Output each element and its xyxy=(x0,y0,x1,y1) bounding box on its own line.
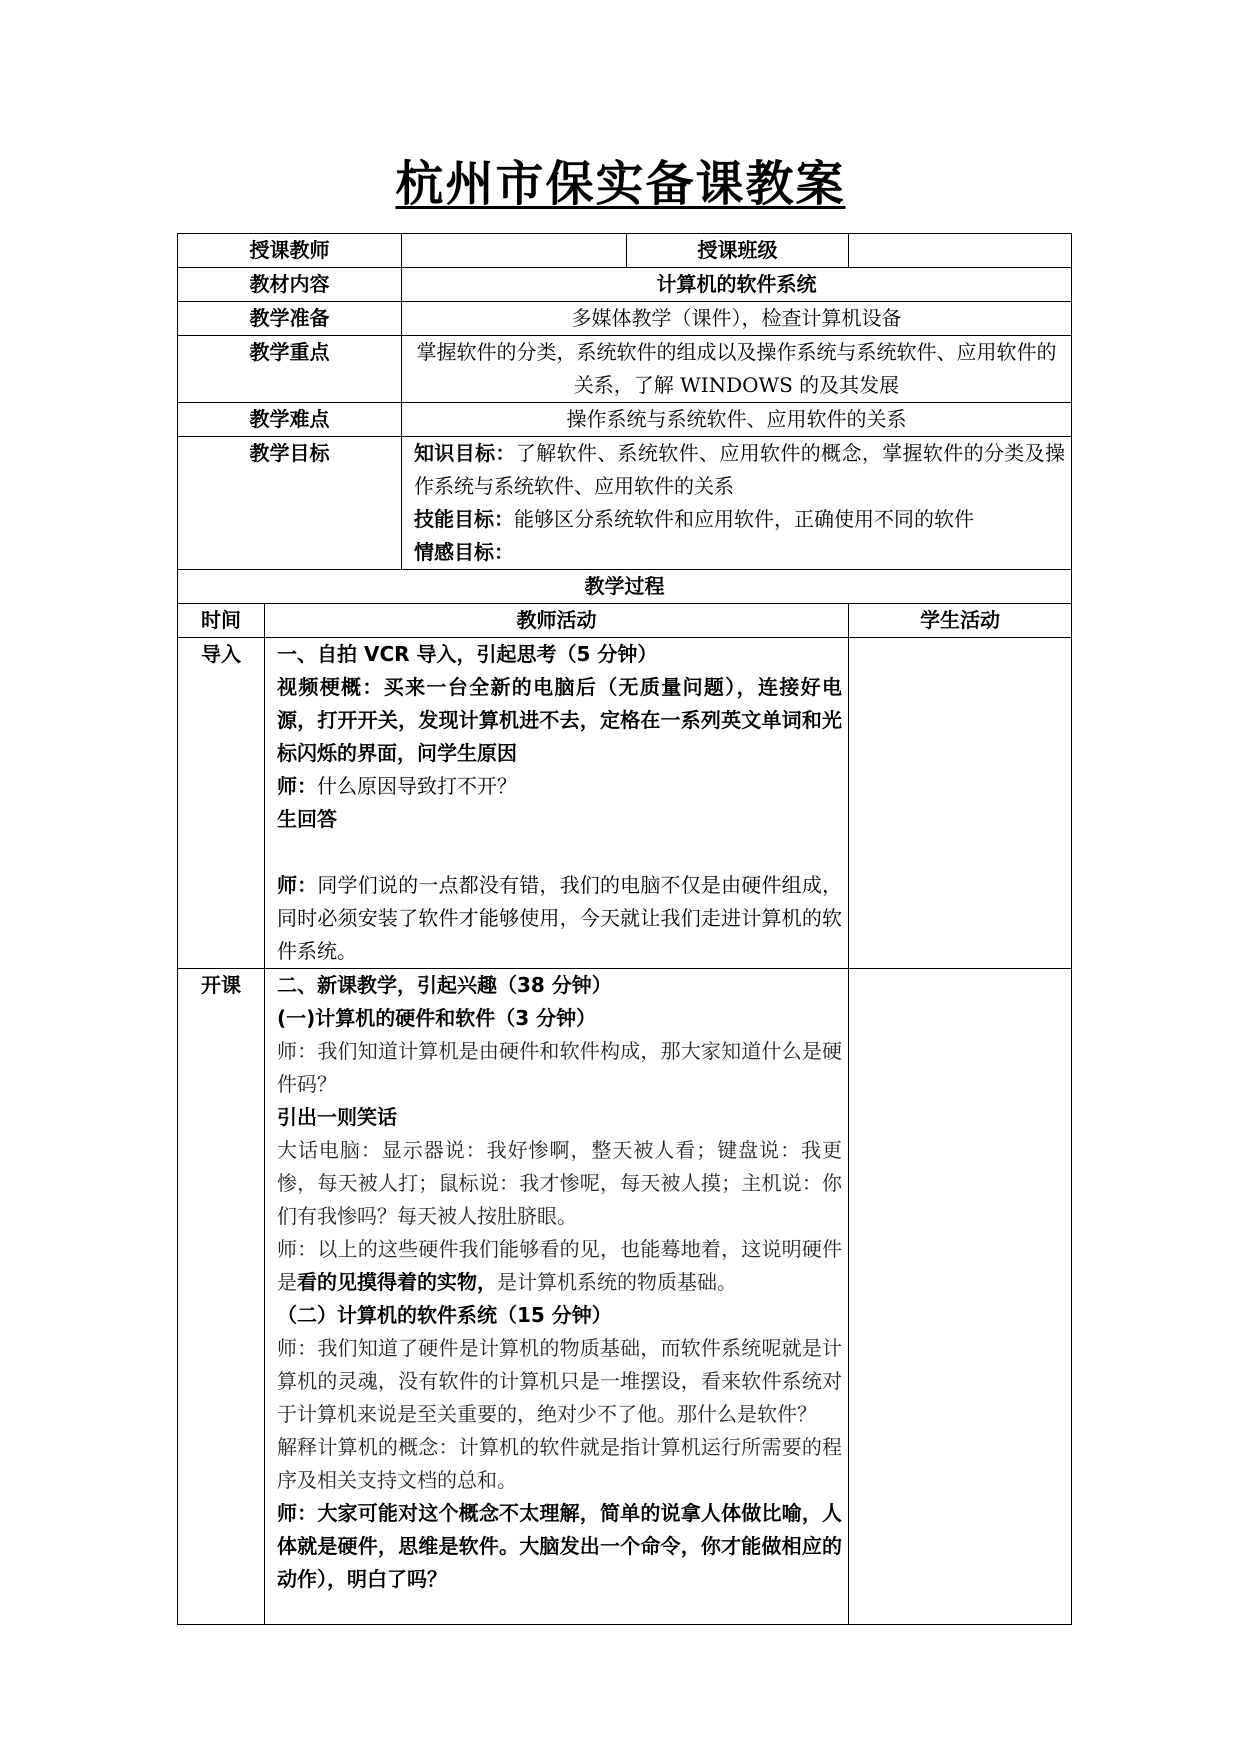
lesson-p3: 师：我们知道了硬件是计算机的物质基础，而软件系统呢就是计算机的灵魂，没有软件的计算机只是一堆摆设，看来软件系统对于计算机来说是至关重要的，绝对少不了他。那什么是软件？ xyxy=(277,1336,842,1426)
lesson-p1: 师：我们知道计算机是由硬件和软件构成，那大家知道什么是硬件码？ xyxy=(277,1039,842,1096)
intro-time: 导入 xyxy=(178,638,265,969)
lesson-sub2: （二）计算机的软件系统（15 分钟） xyxy=(277,1303,612,1327)
teacher-value xyxy=(402,234,627,268)
goal-content xyxy=(402,437,1072,570)
intro-q-label: 师： xyxy=(277,774,317,798)
intro-q-text: 什么原因导致打不开？ xyxy=(317,774,517,798)
material-label: 教材内容 xyxy=(178,268,402,302)
lesson-plan-table xyxy=(177,233,1072,1625)
intro-student-activity xyxy=(849,638,1072,969)
key-value: 掌握软件的分类，系统软件的组成以及操作系统与系统软件、应用软件的关系，了解 WINDOWS 的及其发展 xyxy=(402,336,1072,403)
lesson-joke: 大话电脑：显示器说：我好惨啊，整天被人看；键盘说：我更惨，每天被人打；鼠标说：我才惨呢，每天被人摸；主机说：你们有我惨吗？每天被人按肚脐眼。 xyxy=(277,1138,842,1228)
lesson-p2-b: 看的见摸得着的实物， xyxy=(297,1270,497,1294)
intro-t2-text: 同学们说的一点都没有错，我们的电脑不仅是由硬件组成，同时必须安装了软件才能够使用，今天就让我们走进计算机的软件系统。 xyxy=(277,873,843,963)
intro-video: 视频梗概：买来一台全新的电脑后（无质量问题），连接好电源，打开开关，发现计算机进不去，定格在一系列英文单词和光标闪烁的界面，问学生原因 xyxy=(277,675,842,765)
lesson-sub1: (一)计算机的硬件和软件（3 分钟） xyxy=(277,1006,597,1030)
goal-knowledge-text: 了解软件、系统软件、应用软件的概念，掌握软件的分类及操作系统与系统软件、应用软件的关系 xyxy=(414,441,1066,498)
intro-heading: 一、自拍 VCR 导入，引起思考（5 分钟） xyxy=(277,642,658,666)
class-value xyxy=(849,234,1072,268)
goal-emotion-label: 情感目标： xyxy=(414,540,514,564)
goal-knowledge-label: 知识目标： xyxy=(414,441,516,465)
goal-skill-text: 能够区分系统软件和应用软件，正确使用不同的软件 xyxy=(514,507,974,531)
prep-label: 教学准备 xyxy=(178,302,402,336)
lesson-p4: 解释计算机的概念：计算机的软件就是指计算机运行所需要的程序及相关支持文档的总和。 xyxy=(277,1435,842,1492)
lesson-p2-c: 是计算机系统的物质基础。 xyxy=(497,1270,737,1294)
page-title: 杭州市保实备课教案 xyxy=(395,156,846,212)
goal-label: 教学目标 xyxy=(178,437,402,570)
teacher-label: 授课教师 xyxy=(178,234,402,268)
process-title: 教学过程 xyxy=(178,570,1072,604)
col-student-header: 学生活动 xyxy=(849,604,1072,638)
intro-answer: 生回答 xyxy=(277,807,337,831)
lesson-p2-a: 师：以上的这些硬件我们能够看的见，也能蓦地着，这说明硬件是 xyxy=(277,1237,842,1294)
intro-t2-label: 师： xyxy=(277,873,318,897)
key-label: 教学重点 xyxy=(178,336,402,403)
lesson-teacher-activity xyxy=(265,969,849,1625)
class-label: 授课班级 xyxy=(627,234,849,268)
lesson-p5: 师：大家可能对这个概念不太理解，简单的说拿人体做比喻，人体就是硬件，思维是软件。大脑发出一个命令，你才能做相应的动作），明白了吗？ xyxy=(277,1501,842,1591)
prep-value: 多媒体教学（课件），检查计算机设备 xyxy=(402,302,1072,336)
lesson-joke-title: 引出一则笑话 xyxy=(277,1105,397,1129)
difficulty-label: 教学难点 xyxy=(178,403,402,437)
col-teacher-header: 教师活动 xyxy=(265,604,849,638)
difficulty-value: 操作系统与系统软件、应用软件的关系 xyxy=(402,403,1072,437)
lesson-heading: 二、新课教学，引起兴趣（38 分钟） xyxy=(277,973,612,997)
col-time-header: 时间 xyxy=(178,604,265,638)
lesson-student-activity xyxy=(849,969,1072,1625)
lesson-time: 开课 xyxy=(178,969,265,1625)
goal-skill-label: 技能目标： xyxy=(414,507,514,531)
material-value: 计算机的软件系统 xyxy=(402,268,1072,302)
intro-teacher-activity xyxy=(265,638,849,969)
